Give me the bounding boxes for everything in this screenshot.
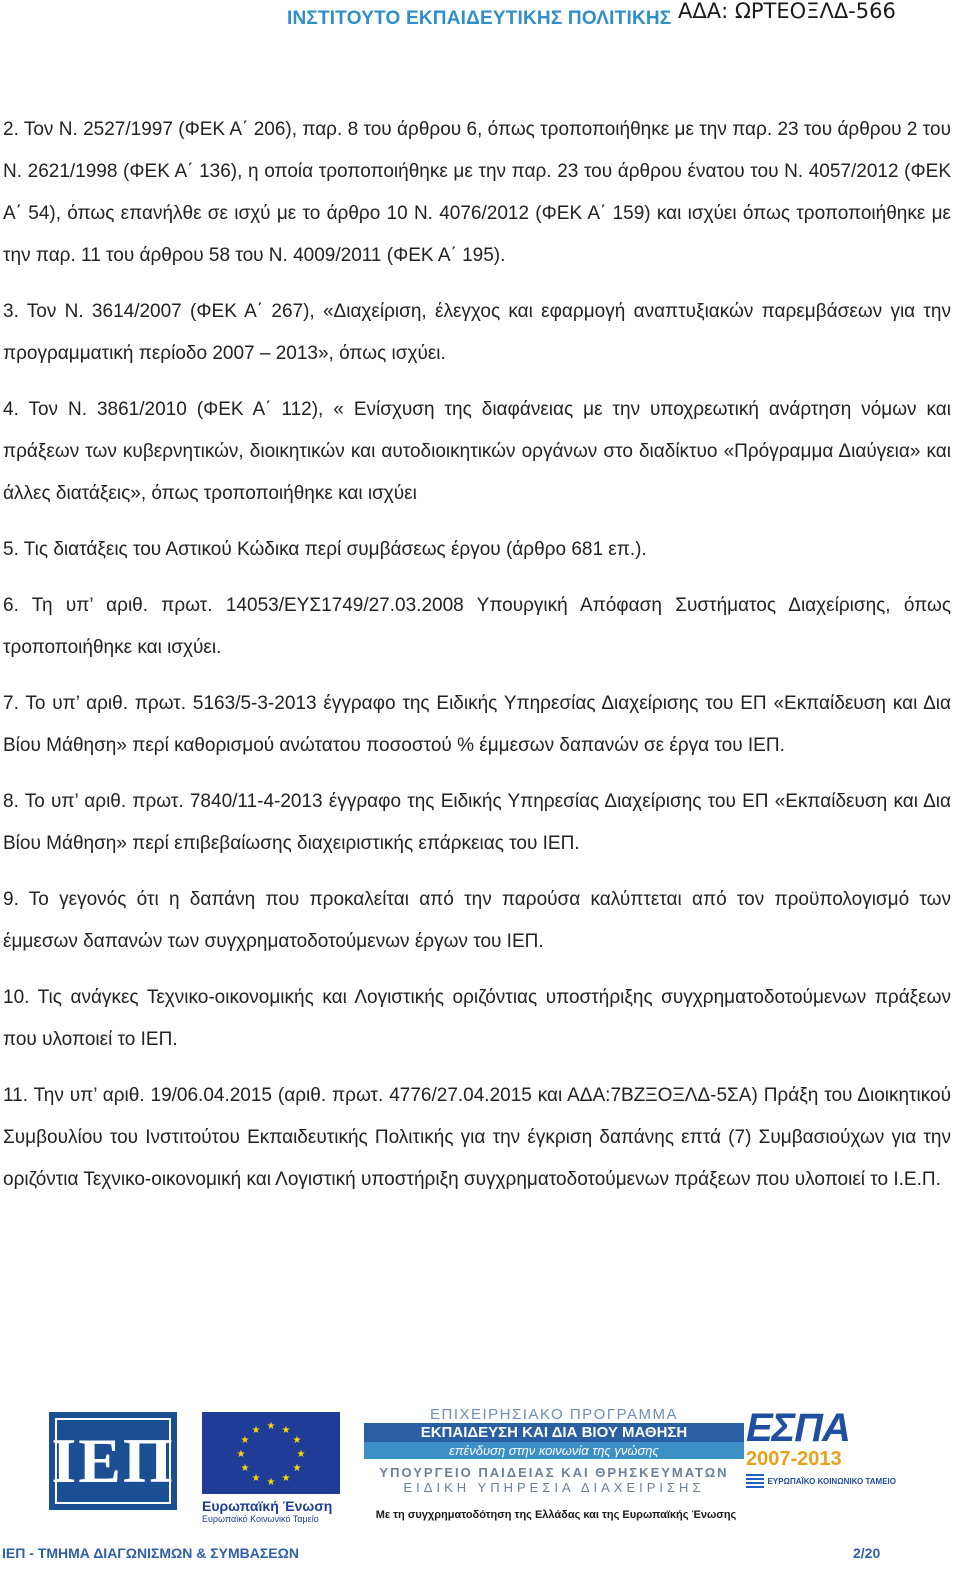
svg-text:★: ★ <box>236 1449 246 1460</box>
svg-text:★: ★ <box>296 1449 306 1460</box>
paragraph-10: 10. Τις ανάγκες Τεχνικο-οικονομικής και Λογιστικής οριζόντιας υποστήριξης συγχρηματοδοτούμενων πράξεων που υλοποιεί το ΙΕΠ. <box>3 987 951 1050</box>
paragraph-8: 8. Το υπ’ αριθ. πρωτ. 7840/11-4-2013 έγγραφο της Ειδικής Υπηρεσίας Διαχείρισης του ΕΠ «Εκπαίδευση και Δια Βίου Μάθηση» περί επιβεβαίωσης διαχειριστικής επάρκειας του ΙΕΠ. <box>3 791 951 854</box>
iep-logo: ΙΕΠ <box>49 1412 177 1510</box>
eu-name: Ευρωπαϊκή Ένωση <box>202 1498 333 1514</box>
funding-banner <box>34 1398 914 1528</box>
espa-fund <box>746 1474 896 1488</box>
institute-header: ΙΝΣΤΙΤΟΥΤΟ ΕΚΠΑΙΔΕΥΤΙΚΗΣ ΠΟΛΙΤΙΚΗΣ <box>287 8 672 29</box>
svg-text:★: ★ <box>266 1421 276 1432</box>
page-number: 2/20 <box>853 1545 881 1561</box>
cofunding-note: Με τη συγχρηματοδότηση της Ελλάδας και της Ευρωπαϊκής Ένωσης <box>375 1509 737 1521</box>
document-body <box>3 109 951 1201</box>
paragraph-7: 7. Το υπ’ αριθ. πρωτ. 5163/5-3-2013 έγγραφο της Ειδικής Υπηρεσίας Διαχείρισης του ΕΠ «Εκπαίδευση και Δια Βίου Μάθηση» περί καθορισμού ανώτατου ποσοστού % έμμεσων δαπανών σε έργα του ΙΕΠ. <box>3 693 951 756</box>
svg-text:★: ★ <box>240 1435 250 1446</box>
paragraph-4: 4. Τον Ν. 3861/2010 (ΦΕΚ Α΄ 112), « Ενίσχυση της διαφάνειας με την υποχρεωτική ανάρτηση νόμων και πράξεων των κυβερνητικών, διοικητικών και αυτοδιοικητικών οργάνων στο διαδίκτυο «Πρόγραμμα Διαύγεια» και άλλες διατάξεις», όπως τροποποιήθηκε και ισχύει <box>3 399 951 504</box>
espa-word: ΕΣΠΑ <box>746 1406 850 1450</box>
eu-flag-icon <box>202 1412 340 1494</box>
espa-logo <box>746 1408 896 1508</box>
svg-text:★: ★ <box>281 1473 291 1484</box>
eu-logo <box>202 1412 342 1530</box>
svg-text:★: ★ <box>240 1463 250 1474</box>
managing-service: ΕΙΔΙΚΗ ΥΠΗΡΕΣΙΑ ΔΙΑΧΕΙΡΙΣΗΣ <box>403 1480 705 1495</box>
ada-code: ΑΔΑ: ΩΡΤΕΟΞΛΔ-566 <box>678 0 896 23</box>
espa-fund-label: ΕΥΡΩΠΑΪΚΟ ΚΟΙΝΩΝΙΚΟ ΤΑΜΕΙΟ <box>767 1476 896 1486</box>
paragraph-5: 5. Τις διατάξεις του Αστικού Κώδικα περί συμβάσεως έργου (άρθρο 681 επ.). <box>3 539 647 560</box>
paragraph-11: 11. Την υπ’ αριθ. 19/06.04.2015 (αριθ. πρωτ. 4776/27.04.2015 και ΑΔΑ:7ΒΖΞΟΞΛΔ-5ΣΑ) Πράξη του Διοικητικού Συμβουλίου του Ινστιτούτου Εκπαιδευτικής Πολιτικής για την έγκριση δαπάνης επτά (7) Συμβασιούχων για την οριζόντια Τεχνικο-οικονομική και Λογιστική υποστήριξη συγχρηματοδοτούμενων πράξεων που υλοποιεί το Ι.Ε.Π. <box>3 1085 951 1190</box>
espa-years: 2007-2013 <box>746 1448 842 1470</box>
svg-text:★: ★ <box>281 1425 291 1436</box>
paragraph-3: 3. Τον Ν. 3614/2007 (ΦΕΚ Α΄ 267), «Διαχείριση, έλεγχος και εφαρμογή αναπτυξιακών παρεμβάσεων για την προγραμματική περίοδο 2007 – 2013», όπως ισχύει. <box>3 301 951 364</box>
svg-text:★: ★ <box>251 1473 261 1484</box>
op-title: ΕΠΙΧΕΙΡΗΣΙΑΚΟ ΠΡΟΓΡΑΜΜΑ <box>429 1406 678 1423</box>
eu-fund: Ευρωπαϊκό Κοινωνικό Ταμείο <box>202 1514 319 1524</box>
greek-flag-icon <box>746 1474 764 1488</box>
op-name: ΕΚΠΑΙΔΕΥΣΗ ΚΑΙ ΔΙΑ ΒΙΟΥ ΜΑΘΗΣΗ <box>364 1423 744 1442</box>
svg-text:★: ★ <box>292 1435 302 1446</box>
svg-text:★: ★ <box>266 1477 276 1488</box>
op-slogan: επένδυση στην κοινωνία της γνώσης <box>364 1442 744 1459</box>
svg-text:★: ★ <box>292 1463 302 1474</box>
ministry-name: ΥΠΟΥΡΓΕΙΟ ΠΑΙΔΕΙΑΣ ΚΑΙ ΘΡΗΣΚΕΥΜΑΤΩΝ <box>379 1465 729 1480</box>
svg-text:★: ★ <box>251 1425 261 1436</box>
paragraph-6: 6. Τη υπ’ αριθ. πρωτ. 14053/ΕΥΣ1749/27.03.2008 Υπουργική Απόφαση Συστήματος Διαχείρισης, όπως τροποποιήθηκε και ισχύει. <box>3 595 951 658</box>
paragraph-9: 9. Το γεγονός ότι η δαπάνη που προκαλείται από την παρούσα καλύπτεται από τον προϋπολογισμό των έμμεσων δαπανών των συγχρηματοδοτούμενων έργων του ΙΕΠ. <box>3 889 951 952</box>
paragraph-2: 2. Τον Ν. 2527/1997 (ΦΕΚ Α΄ 206), παρ. 8 του άρθρου 6, όπως τροποποιήθηκε με την παρ. 23 του άρθρου 2 του Ν. 2621/1998 (ΦΕΚ Α΄ 136), η οποία τροποποιήθηκε με την παρ. 23 του άρθρου ένατου του Ν. 4057/2012 (ΦΕΚ Α΄ 54), όπως επανήλθε σε ισχύ με το άρθρο 10 Ν. 4076/2012 (ΦΕΚ Α΄ 159) και ισχύει όπως τροποποιήθηκε με την παρ. 11 του άρθρου 58 του Ν. 4009/2011 (ΦΕΚ Α΄ 195). <box>3 119 951 266</box>
footer-department: ΙΕΠ - ΤΜΗΜΑ ΔΙΑΓΩΝΙΣΜΩΝ & ΣΥΜΒΑΣΕΩΝ <box>2 1545 299 1561</box>
